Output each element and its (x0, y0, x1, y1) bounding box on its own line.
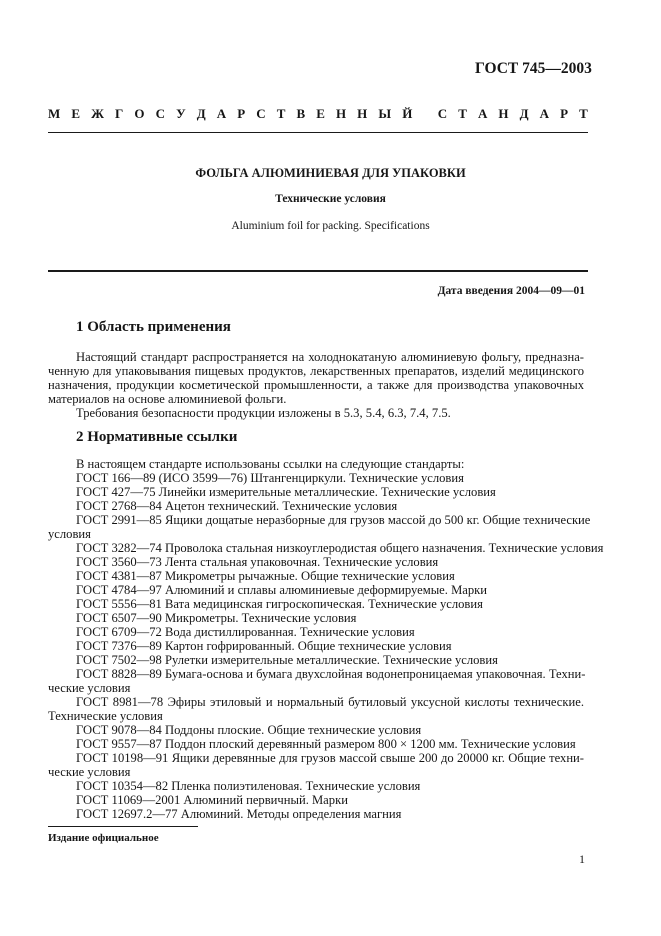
banner-letter: О (134, 106, 145, 121)
section-2-line: ГОСТ 7376—89 Картон гофрированный. Общие технические условия (76, 639, 452, 653)
section-2-line: ГОСТ 3560—73 Лента стальная упаковочная. Технические условия (76, 555, 439, 569)
title-rule (48, 270, 588, 272)
section-2-line: ГОСТ 5556—81 Вата медицинская гигроскопическая. Технические условия (76, 597, 483, 611)
section-2-line: ГОСТ 4784—97 Алюминий и сплавы алюминиевые деформируемые. Марки (76, 583, 488, 597)
section-2-line: ГОСТ 8981—78 Эфиры этиловый и нормальный бутиловый уксусной кислоты технические. (76, 695, 584, 709)
banner-gap (423, 106, 426, 122)
header-rule (48, 132, 588, 133)
banner-letter: Д (196, 106, 206, 121)
banner-letter: С (256, 106, 266, 121)
section-2-line: ГОСТ 2768—84 Ацетон технический. Технические условия (76, 499, 398, 513)
introduction-date: Дата введения 2004—09—01 (437, 285, 585, 297)
banner-letter: Р (237, 106, 246, 121)
banner-letter: С (437, 106, 448, 121)
section-2-line: ГОСТ 8828—89 Бумага-основа и бумага двухслойная водонепроницаемая упаковочная. Техни- (76, 667, 586, 681)
section-1-line: материалов на основе алюминиевой фольги. (48, 392, 287, 406)
section-1-line: ченную для упаковывания пищевых продуктов, лекарственных препаратов, изделий медицинского (48, 364, 584, 378)
document-subtitle: Технические условия (275, 193, 386, 205)
section-2-line: условия (48, 527, 91, 541)
banner-letter: А (477, 106, 488, 121)
document-title: ФОЛЬГА АЛЮМИНИЕВАЯ ДЛЯ УПАКОВКИ (195, 166, 466, 180)
banner-letter: Т (276, 106, 286, 121)
english-title: Aluminium foil for packing. Specifications (231, 220, 430, 232)
section-1-line: назначения, продукции косметической промышленности, а также для производства упаковочных (48, 378, 584, 392)
banner-letter: В (296, 106, 306, 121)
banner-letter: Ы (378, 106, 392, 121)
section-2-line: ческие условия (48, 765, 131, 779)
section-2-line: ческие условия (48, 681, 131, 695)
banner-letter: А (216, 106, 227, 121)
interstate-standard-banner (48, 106, 588, 122)
section-2-line: ГОСТ 2991—85 Ящики дощатые неразборные для грузов массой до 500 кг. Общие технические (76, 513, 591, 527)
section-2-line: ГОСТ 12697.2—77 Алюминий. Методы определения магния (76, 807, 402, 821)
banner-letter: С (155, 106, 165, 121)
section-2-line: ГОСТ 4381—87 Микрометры рычажные. Общие технические условия (76, 569, 455, 583)
banner-letter: Н (335, 106, 347, 121)
section-2-line: ГОСТ 3282—74 Проволока стальная низкоуглеродистая общего назначения. Технические условия (76, 541, 604, 555)
banner-letter: У (176, 106, 186, 121)
banner-letter: Г (115, 106, 124, 121)
banner-letter: Т (458, 106, 467, 121)
banner-letter: А (539, 106, 550, 121)
banner-letter: Т (579, 106, 588, 121)
section-1-line: Настоящий стандарт распространяется на холоднокатаную алюминиевую фольгу, предназна- (76, 350, 584, 364)
banner-letter: Ж (91, 106, 104, 121)
edition-label: Издание официальное (48, 832, 159, 844)
section-2-line: ГОСТ 6709—72 Вода дистиллированная. Технические условия (76, 625, 415, 639)
banner-letter: Н (357, 106, 368, 121)
section-2-line: Технические условия (48, 709, 163, 723)
banner-letter: Р (560, 106, 569, 121)
section-2-heading: 2 Нормативные ссылки (76, 429, 238, 445)
section-1-line: Требования безопасности продукции изложены в 5.3, 5.4, 6.3, 7.4, 7.5. (76, 406, 451, 420)
section-2-line: ГОСТ 7502—98 Рулетки измерительные металлические. Технические условия (76, 653, 498, 667)
section-1-heading: 1 Область применения (76, 319, 231, 335)
banner-letter: М (48, 106, 61, 121)
section-2-line: ГОСТ 10354—82 Пленка полиэтиленовая. Технические условия (76, 779, 421, 793)
section-2-line: ГОСТ 9557—87 Поддон плоский деревянный размером 800 × 1200 мм. Технические условия (76, 737, 576, 751)
banner-letter: Н (498, 106, 509, 121)
banner-letter: Д (519, 106, 529, 121)
section-2-line: В настоящем стандарте использованы ссылки на следующие стандарты: (76, 457, 465, 471)
section-2-line: ГОСТ 427—75 Линейки измерительные металлические. Технические условия (76, 485, 496, 499)
section-2-line: ГОСТ 6507—90 Микрометры. Технические условия (76, 611, 357, 625)
banner-letter: Й (402, 106, 413, 121)
page-number: 1 (579, 852, 585, 866)
banner-letter: Е (71, 106, 81, 121)
document-code: ГОСТ 745—2003 (475, 60, 592, 77)
footer-rule (48, 826, 198, 827)
banner-letter: Е (316, 106, 325, 121)
section-2-line: ГОСТ 10198—91 Ящики деревянные для грузов массой свыше 200 до 20000 кг. Общие техни- (76, 751, 584, 765)
section-2-line: ГОСТ 166—89 (ИСО 3599—76) Штангенциркули. Технические условия (76, 471, 464, 485)
section-2-line: ГОСТ 11069—2001 Алюминий первичный. Марки (76, 793, 348, 807)
section-2-line: ГОСТ 9078—84 Поддоны плоские. Общие технические условия (76, 723, 422, 737)
